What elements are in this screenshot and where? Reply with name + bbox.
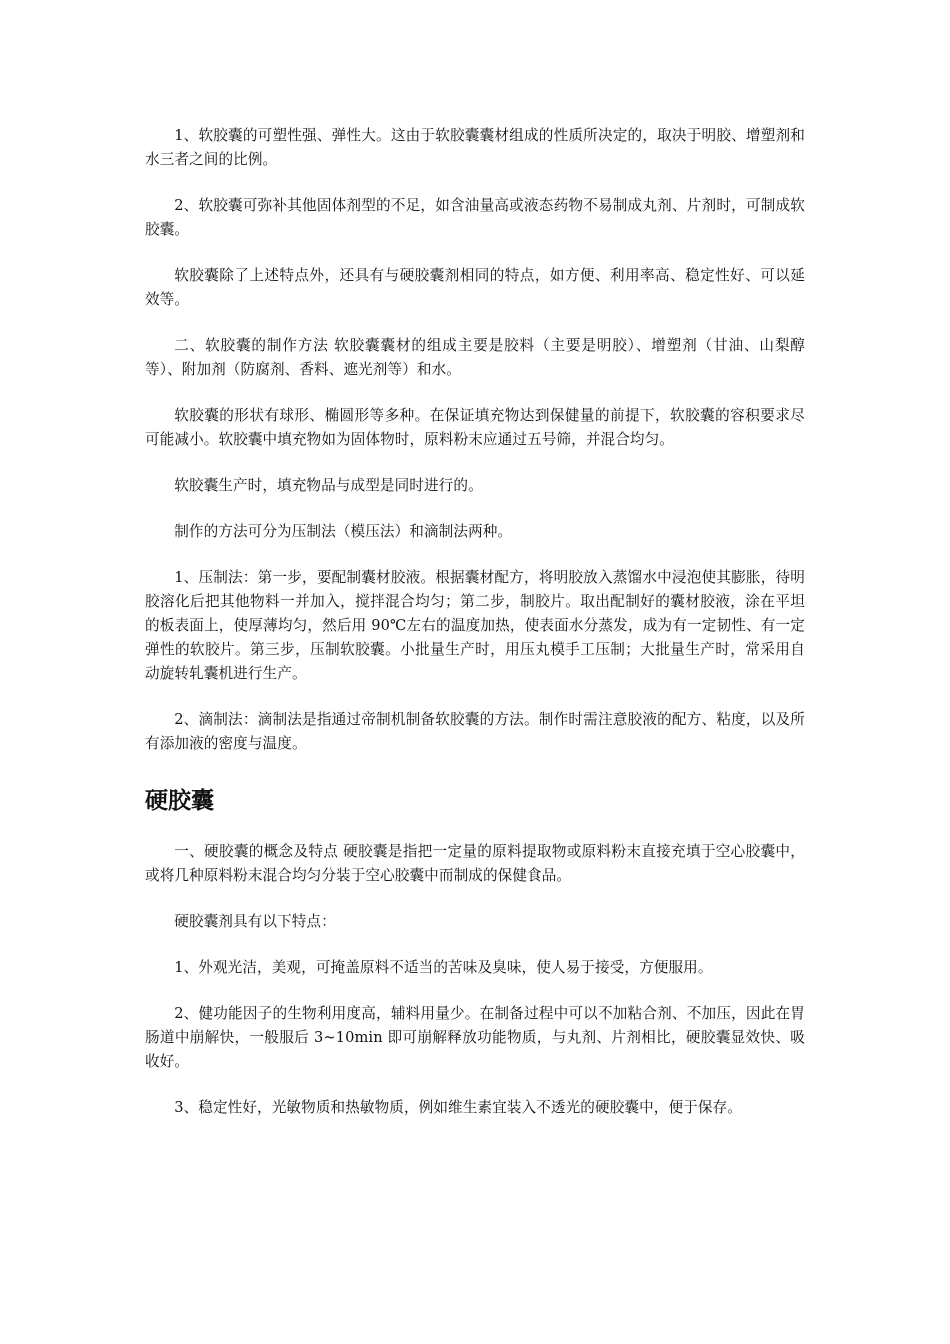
paragraph-soft-capsule-making-method: 二、软胶囊的制作方法 软胶囊囊材的组成主要是胶料（主要是明胶）、增塑剂（甘油、山梨醇等）、附加剂（防腐剂、香料、遮光剂等）和水。 xyxy=(145,337,805,378)
paragraph-pressing-method: 1、压制法：第一步，要配制囊材胶液。根据囊材配方，将明胶放入蒸馏水中浸泡使其膨胀，待明胶溶化后把其他物料一并加入，搅拌混合均匀；第二步，制胶片。取出配制好的囊材胶液，涂在平坦的板表面上，使厚薄均匀，然后用 90℃左右的温度加热，使表面水分蒸发，成为有一定韧性、有一定弹性的软胶片。第三步，压制软胶囊。小批量生产时，用压丸模手工压制；大批量生产时，常采用自动旋转轧囊机进行生产。 xyxy=(145,569,805,682)
paragraph-dripping-method: 2、滴制法：滴制法是指通过帝制机制备软胶囊的方法。制作时需注意胶液的配方、粘度，以及所有添加液的密度与温度。 xyxy=(145,711,805,752)
paragraph-soft-capsule-shapes: 软胶囊的形状有球形、椭圆形等多种。在保证填充物达到保健量的前提下，软胶囊的容积要求尽可能减小。软胶囊中填充物如为固体物时，原料粉末应通过五号筛，并混合均匀。 xyxy=(145,407,805,448)
paragraph-soft-capsule-complement: 2、软胶囊可弥补其他固体剂型的不足，如含油量高或液态药物不易制成丸剂、片剂时，可制成软胶囊。 xyxy=(145,197,805,238)
paragraph-hard-capsule-bioavailability: 2、健功能因子的生物利用度高，辅料用量少。在制备过程中可以不加粘合剂、不加压，因此在胃肠道中崩解快，一般服后 3~10min 即可崩解释放功能物质，与丸剂、片剂相比，硬胶囊显效快、吸收好。 xyxy=(145,1005,805,1070)
paragraph-hard-capsule-appearance: 1、外观光洁，美观，可掩盖原料不适当的苦味及臭味，使人易于接受，方便服用。 xyxy=(174,959,713,976)
paragraph-soft-capsule-shared-features: 软胶囊除了上述特点外，还具有与硬胶囊剂相同的特点，如方便、利用率高、稳定性好、可以延效等。 xyxy=(145,267,805,308)
paragraph-hard-capsule-features-intro: 硬胶囊剂具有以下特点： xyxy=(174,913,336,930)
section-heading-hard-capsule: 硬胶囊 xyxy=(145,788,214,814)
paragraph-soft-capsule-plasticity: 1、软胶囊的可塑性强、弹性大。这由于软胶囊囊材组成的性质所决定的，取决于明胶、增塑剂和水三者之间的比例。 xyxy=(145,127,805,168)
paragraph-soft-capsule-two-methods: 制作的方法可分为压制法（模压法）和滴制法两种。 xyxy=(174,523,513,540)
paragraph-soft-capsule-production: 软胶囊生产时，填充物品与成型是同时进行的。 xyxy=(174,477,483,494)
paragraph-hard-capsule-stability: 3、稳定性好，光敏物质和热敏物质，例如维生素宜装入不透光的硬胶囊中，便于保存。 xyxy=(174,1099,742,1116)
paragraph-hard-capsule-concept: 一、硬胶囊的概念及特点 硬胶囊是指把一定量的原料提取物或原料粉末直接充填于空心胶囊中，或将几种原料粉末混合均匀分装于空心胶囊中而制成的保健食品。 xyxy=(145,843,805,884)
